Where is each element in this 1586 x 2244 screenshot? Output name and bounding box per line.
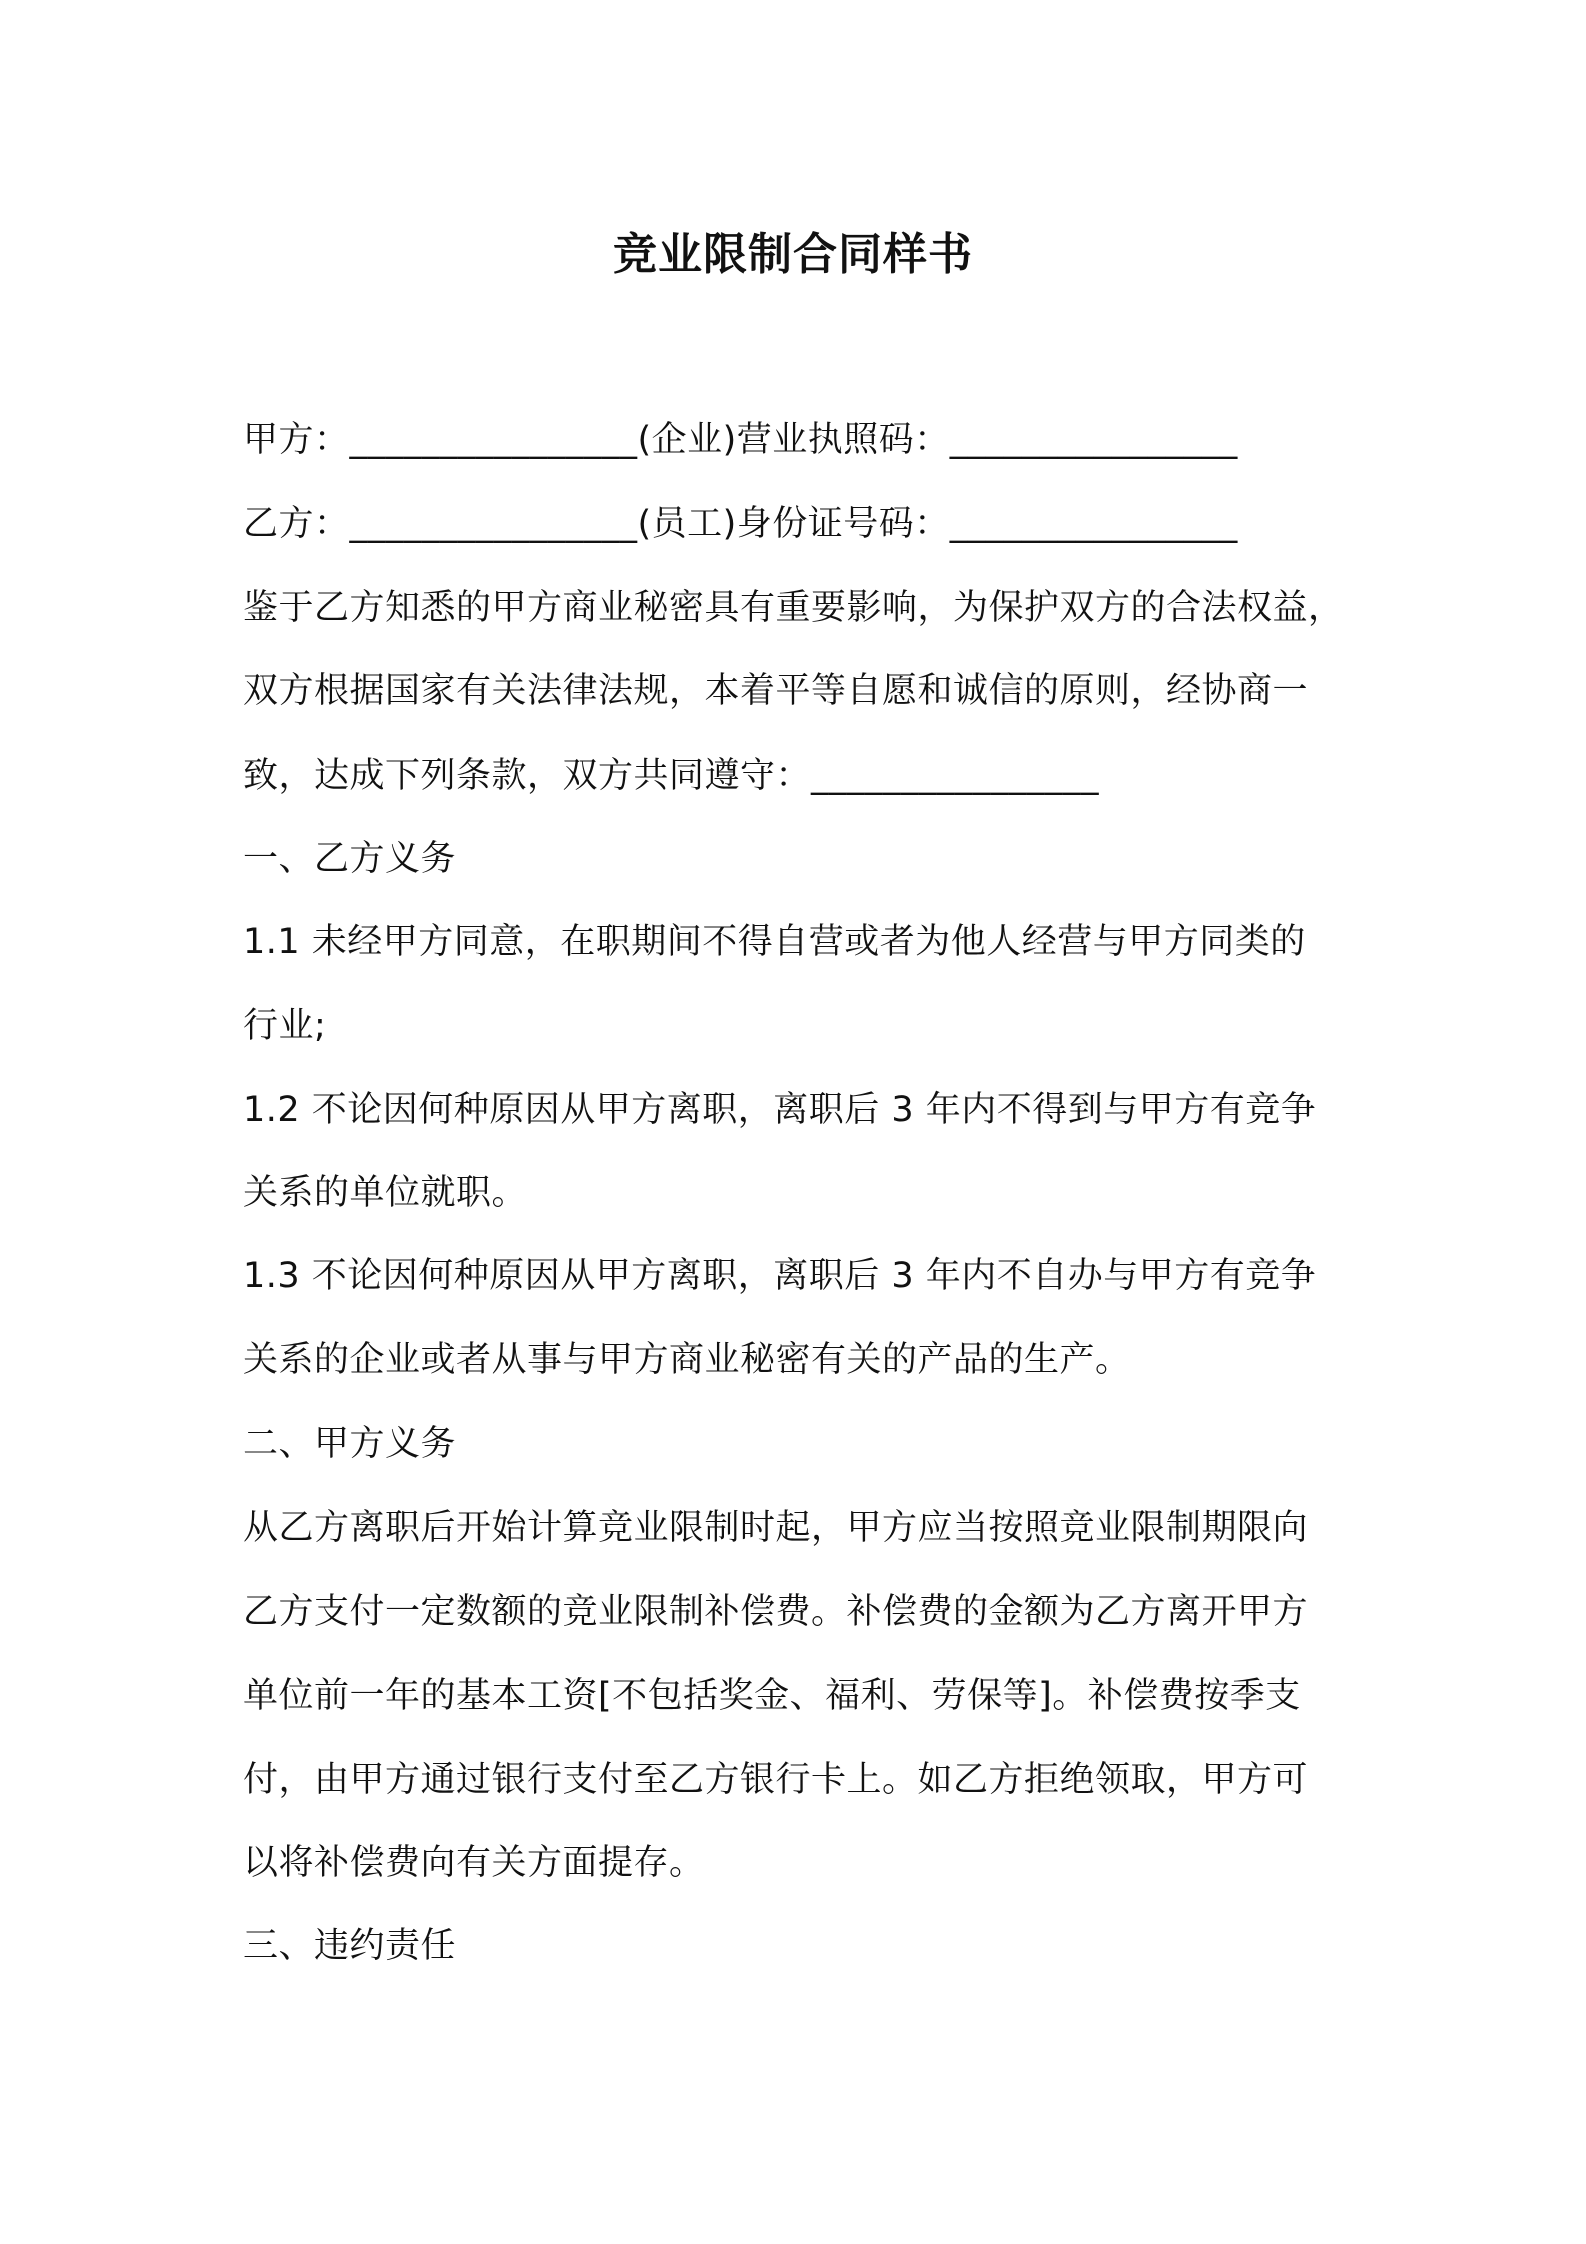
- section-heading: 三、违约责任: [243, 1926, 457, 1966]
- clause-line: 1.1 未经甲方同意，在职期间不得自营或者为他人经营与甲方同类的: [243, 922, 1306, 962]
- preamble-line: 双方根据国家有关法律法规，本着平等自愿和诚信的原则，经协商一: [243, 671, 1309, 711]
- section-heading: 一、乙方义务: [243, 839, 457, 879]
- party-b-line: 乙方：________________(员工)身份证号码：________________: [243, 504, 1238, 544]
- paragraph-line: 乙方支付一定数额的竞业限制补偿费。补偿费的金额为乙方离开甲方: [243, 1592, 1309, 1632]
- clause-line: 关系的单位就职。: [243, 1173, 528, 1213]
- clause-line: 1.2 不论因何种原因从甲方离职，离职后 3 年内不得到与甲方有竞争: [243, 1090, 1317, 1130]
- preamble-line: 致，达成下列条款，双方共同遵守：________________: [243, 756, 1100, 796]
- section-heading: 二、甲方义务: [243, 1424, 457, 1464]
- document-title: 竞业限制合同样书: [613, 229, 973, 280]
- paragraph-line: 以将补偿费向有关方面提存。: [243, 1843, 705, 1883]
- clause-line: 关系的企业或者从事与甲方商业秘密有关的产品的生产。: [243, 1340, 1131, 1380]
- clause-line: 行业;: [243, 1006, 327, 1046]
- paragraph-line: 付，由甲方通过银行支付至乙方银行卡上。如乙方拒绝领取，甲方可: [243, 1760, 1309, 1800]
- paragraph-line: 单位前一年的基本工资[不包括奖金、福利、劳保等]。补偿费按季支: [243, 1676, 1301, 1716]
- preamble-line: 鉴于乙方知悉的甲方商业秘密具有重要影响，为保护双方的合法权益，: [243, 588, 1344, 628]
- party-a-line: 甲方：________________(企业)营业执照码：________________: [243, 420, 1238, 460]
- clause-line: 1.3 不论因何种原因从甲方离职，离职后 3 年内不自办与甲方有竞争: [243, 1256, 1317, 1296]
- paragraph-line: 从乙方离职后开始计算竞业限制时起，甲方应当按照竞业限制期限向: [243, 1508, 1309, 1548]
